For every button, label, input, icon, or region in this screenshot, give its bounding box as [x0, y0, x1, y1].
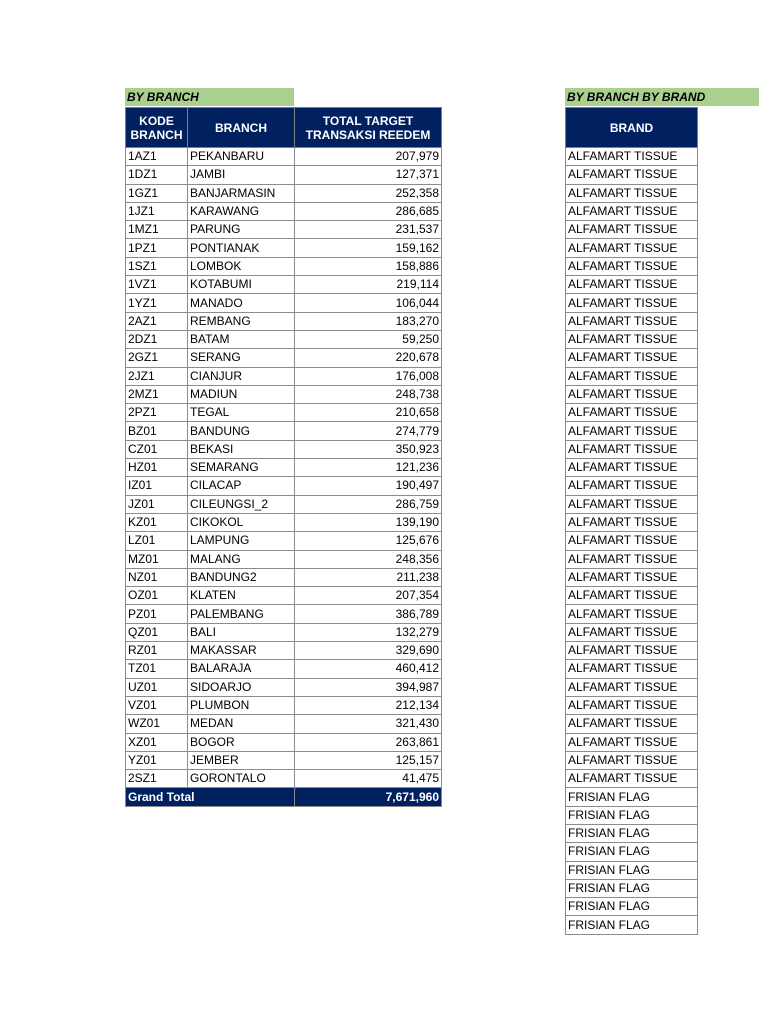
target-value-cell: 231,537 [295, 221, 442, 239]
brand-cell: ALFAMART TISSUE [566, 148, 698, 166]
kode-branch-cell: VZ01 [126, 696, 188, 714]
table-row [126, 239, 442, 257]
branch-name-cell: LOMBOK [188, 257, 295, 275]
branch-name-cell: PEKANBARU [188, 148, 295, 166]
table-row [126, 422, 442, 440]
target-value-cell: 176,008 [295, 367, 442, 385]
target-value-cell: 386,789 [295, 605, 442, 623]
branch-name-cell: BANDUNG2 [188, 568, 295, 586]
table-row [566, 202, 698, 220]
brand-cell: FRISIAN FLAG [566, 916, 698, 934]
table-row [566, 239, 698, 257]
table-row [566, 788, 698, 806]
table-row [566, 806, 698, 824]
kode-branch-cell: UZ01 [126, 678, 188, 696]
brand-cell: ALFAMART TISSUE [566, 422, 698, 440]
kode-branch-cell: 2PZ1 [126, 404, 188, 422]
brand-cell: ALFAMART TISSUE [566, 678, 698, 696]
table-row [566, 824, 698, 842]
table-row [566, 459, 698, 477]
brand-cell: ALFAMART TISSUE [566, 440, 698, 458]
target-value-cell: 207,354 [295, 587, 442, 605]
table-row [566, 916, 698, 934]
brand-cell: ALFAMART TISSUE [566, 330, 698, 348]
table-row [126, 221, 442, 239]
branch-name-cell: MADIUN [188, 385, 295, 403]
target-value-cell: 190,497 [295, 477, 442, 495]
brand-cell: ALFAMART TISSUE [566, 550, 698, 568]
kode-branch-cell: 2DZ1 [126, 330, 188, 348]
brand-cell: ALFAMART TISSUE [566, 276, 698, 294]
kode-branch-cell: 2AZ1 [126, 312, 188, 330]
target-value-cell: 41,475 [295, 770, 442, 788]
by-branch-title: BY BRANCH [125, 88, 294, 106]
kode-branch-cell: PZ01 [126, 605, 188, 623]
brand-cell: ALFAMART TISSUE [566, 202, 698, 220]
branch-name-cell: TEGAL [188, 404, 295, 422]
branch-name-cell: BANDUNG [188, 422, 295, 440]
by-branch-by-brand-title: BY BRANCH BY BRAND [565, 88, 759, 106]
table-row [566, 294, 698, 312]
brand-cell: FRISIAN FLAG [566, 788, 698, 806]
kode-branch-cell: JZ01 [126, 495, 188, 513]
branch-name-cell: GORONTALO [188, 770, 295, 788]
kode-branch-cell: 1DZ1 [126, 166, 188, 184]
brand-cell: ALFAMART TISSUE [566, 568, 698, 586]
target-value-cell: 212,134 [295, 696, 442, 714]
kode-branch-cell: IZ01 [126, 477, 188, 495]
kode-branch-cell: 1GZ1 [126, 184, 188, 202]
target-value-cell: 139,190 [295, 513, 442, 531]
target-value-cell: 207,979 [295, 148, 442, 166]
target-value-cell: 219,114 [295, 276, 442, 294]
table-row [126, 166, 442, 184]
branch-name-cell: CILEUNGSI_2 [188, 495, 295, 513]
kode-branch-cell: 1PZ1 [126, 239, 188, 257]
table-row [566, 879, 698, 897]
branch-header: BRANCH [188, 108, 295, 148]
table-row [566, 770, 698, 788]
table-row [566, 422, 698, 440]
table-row [126, 440, 442, 458]
brand-cell: FRISIAN FLAG [566, 824, 698, 842]
target-value-cell: 125,157 [295, 751, 442, 769]
branch-name-cell: SERANG [188, 349, 295, 367]
target-value-cell: 211,238 [295, 568, 442, 586]
table-row [126, 733, 442, 751]
brand-cell: ALFAMART TISSUE [566, 623, 698, 641]
kode-branch-cell: OZ01 [126, 587, 188, 605]
table-row [126, 513, 442, 531]
target-value-cell: 248,356 [295, 550, 442, 568]
table-row [126, 148, 442, 166]
target-value-cell: 125,676 [295, 532, 442, 550]
table-row [566, 312, 698, 330]
branch-name-cell: CIKOKOL [188, 513, 295, 531]
kode-branch-cell: XZ01 [126, 733, 188, 751]
kode-branch-cell: 1YZ1 [126, 294, 188, 312]
table-row [126, 184, 442, 202]
table-row [566, 623, 698, 641]
brand-header: BRAND [566, 108, 698, 148]
brand-cell: ALFAMART TISSUE [566, 513, 698, 531]
table-row [566, 221, 698, 239]
brand-cell: ALFAMART TISSUE [566, 166, 698, 184]
branch-name-cell: SEMARANG [188, 459, 295, 477]
grand-total-row [126, 788, 442, 806]
kode-branch-cell: TZ01 [126, 660, 188, 678]
table-row [126, 294, 442, 312]
target-value-cell: 210,658 [295, 404, 442, 422]
table-row [566, 751, 698, 769]
table-row [566, 148, 698, 166]
branch-name-cell: BALARAJA [188, 660, 295, 678]
brand-cell: ALFAMART TISSUE [566, 733, 698, 751]
table-row [126, 532, 442, 550]
brand-cell: ALFAMART TISSUE [566, 257, 698, 275]
brand-cell: ALFAMART TISSUE [566, 367, 698, 385]
brand-cell: ALFAMART TISSUE [566, 642, 698, 660]
brand-cell: ALFAMART TISSUE [566, 239, 698, 257]
kode-branch-cell: WZ01 [126, 715, 188, 733]
table-row [566, 550, 698, 568]
target-value-cell: 106,044 [295, 294, 442, 312]
table-row [566, 440, 698, 458]
table-row [126, 276, 442, 294]
total-target-header: TOTAL TARGET TRANSAKSI REEDEM [295, 108, 442, 148]
table-row [126, 770, 442, 788]
table-row [566, 513, 698, 531]
table-row [566, 861, 698, 879]
table-row [126, 660, 442, 678]
kode-branch-cell: 1MZ1 [126, 221, 188, 239]
brand-cell: FRISIAN FLAG [566, 806, 698, 824]
target-value-cell: 286,759 [295, 495, 442, 513]
table-row [126, 495, 442, 513]
brand-cell: ALFAMART TISSUE [566, 349, 698, 367]
kode-branch-cell: 1VZ1 [126, 276, 188, 294]
table-row [566, 184, 698, 202]
kode-branch-cell: HZ01 [126, 459, 188, 477]
kode-branch-cell: 2JZ1 [126, 367, 188, 385]
branch-name-cell: REMBANG [188, 312, 295, 330]
target-value-cell: 460,412 [295, 660, 442, 678]
brand-cell: ALFAMART TISSUE [566, 751, 698, 769]
table-row [566, 349, 698, 367]
target-value-cell: 132,279 [295, 623, 442, 641]
kode-branch-cell: 1SZ1 [126, 257, 188, 275]
table-row [566, 733, 698, 751]
brand-cell: ALFAMART TISSUE [566, 404, 698, 422]
kode-branch-cell: 2GZ1 [126, 349, 188, 367]
brand-cell: ALFAMART TISSUE [566, 605, 698, 623]
brand-cell: FRISIAN FLAG [566, 843, 698, 861]
kode-branch-cell: KZ01 [126, 513, 188, 531]
target-value-cell: 183,270 [295, 312, 442, 330]
table-row [566, 257, 698, 275]
brand-cell: ALFAMART TISSUE [566, 294, 698, 312]
brand-cell: ALFAMART TISSUE [566, 660, 698, 678]
branch-name-cell: PONTIANAK [188, 239, 295, 257]
branch-name-cell: MAKASSAR [188, 642, 295, 660]
table-row [126, 715, 442, 733]
brand-cell: ALFAMART TISSUE [566, 184, 698, 202]
target-value-cell: 350,923 [295, 440, 442, 458]
target-value-cell: 274,779 [295, 422, 442, 440]
table-row [126, 330, 442, 348]
branch-name-cell: SIDOARJO [188, 678, 295, 696]
kode-branch-cell: BZ01 [126, 422, 188, 440]
grand-total-value: 7,671,960 [295, 788, 442, 806]
branch-name-cell: JEMBER [188, 751, 295, 769]
table-row [126, 459, 442, 477]
table-row [126, 568, 442, 586]
brand-cell: ALFAMART TISSUE [566, 385, 698, 403]
brand-cell: ALFAMART TISSUE [566, 715, 698, 733]
table-row [566, 642, 698, 660]
table-row [566, 678, 698, 696]
target-value-cell: 321,430 [295, 715, 442, 733]
table-row [566, 843, 698, 861]
table-row [566, 367, 698, 385]
brand-table [565, 107, 698, 935]
branch-name-cell: KOTABUMI [188, 276, 295, 294]
table-row [126, 349, 442, 367]
brand-cell: ALFAMART TISSUE [566, 770, 698, 788]
table-row [566, 330, 698, 348]
target-value-cell: 394,987 [295, 678, 442, 696]
branch-name-cell: CIANJUR [188, 367, 295, 385]
kode-branch-cell: 1AZ1 [126, 148, 188, 166]
table-row [566, 715, 698, 733]
branch-name-cell: BANJARMASIN [188, 184, 295, 202]
brand-cell: FRISIAN FLAG [566, 898, 698, 916]
target-value-cell: 59,250 [295, 330, 442, 348]
brand-cell: FRISIAN FLAG [566, 879, 698, 897]
table-row [126, 696, 442, 714]
target-value-cell: 158,886 [295, 257, 442, 275]
table-row [126, 367, 442, 385]
kode-branch-header: KODE BRANCH [126, 108, 188, 148]
table-row [566, 385, 698, 403]
target-value-cell: 159,162 [295, 239, 442, 257]
table-row [126, 202, 442, 220]
brand-cell: ALFAMART TISSUE [566, 312, 698, 330]
table-row [126, 404, 442, 422]
branch-target-table [125, 107, 442, 807]
branch-name-cell: PLUMBON [188, 696, 295, 714]
target-value-cell: 329,690 [295, 642, 442, 660]
branch-name-cell: BEKASI [188, 440, 295, 458]
target-value-cell: 248,738 [295, 385, 442, 403]
brand-cell: ALFAMART TISSUE [566, 696, 698, 714]
kode-branch-cell: RZ01 [126, 642, 188, 660]
table-row [566, 605, 698, 623]
table-row [126, 550, 442, 568]
branch-name-cell: KLATEN [188, 587, 295, 605]
table-row [566, 404, 698, 422]
table-row [566, 276, 698, 294]
brand-cell: ALFAMART TISSUE [566, 221, 698, 239]
table-row [566, 696, 698, 714]
kode-branch-cell: YZ01 [126, 751, 188, 769]
branch-name-cell: MALANG [188, 550, 295, 568]
table-row [126, 385, 442, 403]
target-value-cell: 252,358 [295, 184, 442, 202]
table-row [566, 568, 698, 586]
target-value-cell: 286,685 [295, 202, 442, 220]
target-value-cell: 127,371 [295, 166, 442, 184]
branch-name-cell: KARAWANG [188, 202, 295, 220]
brand-cell: ALFAMART TISSUE [566, 495, 698, 513]
brand-cell: ALFAMART TISSUE [566, 459, 698, 477]
branch-name-cell: PARUNG [188, 221, 295, 239]
kode-branch-cell: MZ01 [126, 550, 188, 568]
table-row [566, 587, 698, 605]
target-value-cell: 263,861 [295, 733, 442, 751]
branch-name-cell: MANADO [188, 294, 295, 312]
table-row [566, 166, 698, 184]
table-row [126, 587, 442, 605]
kode-branch-cell: 2MZ1 [126, 385, 188, 403]
table-row [566, 660, 698, 678]
target-value-cell: 121,236 [295, 459, 442, 477]
brand-cell: FRISIAN FLAG [566, 861, 698, 879]
branch-name-cell: MEDAN [188, 715, 295, 733]
branch-name-cell: LAMPUNG [188, 532, 295, 550]
table-row [126, 678, 442, 696]
kode-branch-cell: LZ01 [126, 532, 188, 550]
table-row [566, 477, 698, 495]
table-row [126, 605, 442, 623]
brand-cell: ALFAMART TISSUE [566, 532, 698, 550]
kode-branch-cell: 1JZ1 [126, 202, 188, 220]
table-row [566, 495, 698, 513]
kode-branch-cell: CZ01 [126, 440, 188, 458]
grand-total-label: Grand Total [126, 788, 295, 806]
branch-name-cell: CILACAP [188, 477, 295, 495]
branch-name-cell: BATAM [188, 330, 295, 348]
table-row [126, 751, 442, 769]
table-row [566, 532, 698, 550]
table-row [566, 898, 698, 916]
kode-branch-cell: NZ01 [126, 568, 188, 586]
kode-branch-cell: QZ01 [126, 623, 188, 641]
table-row [126, 477, 442, 495]
branch-name-cell: BALI [188, 623, 295, 641]
branch-name-cell: PALEMBANG [188, 605, 295, 623]
table-row [126, 642, 442, 660]
kode-branch-cell: 2SZ1 [126, 770, 188, 788]
table-row [126, 623, 442, 641]
table-row [126, 257, 442, 275]
target-value-cell: 220,678 [295, 349, 442, 367]
brand-cell: ALFAMART TISSUE [566, 587, 698, 605]
branch-name-cell: JAMBI [188, 166, 295, 184]
table-row [126, 312, 442, 330]
brand-cell: ALFAMART TISSUE [566, 477, 698, 495]
branch-name-cell: BOGOR [188, 733, 295, 751]
